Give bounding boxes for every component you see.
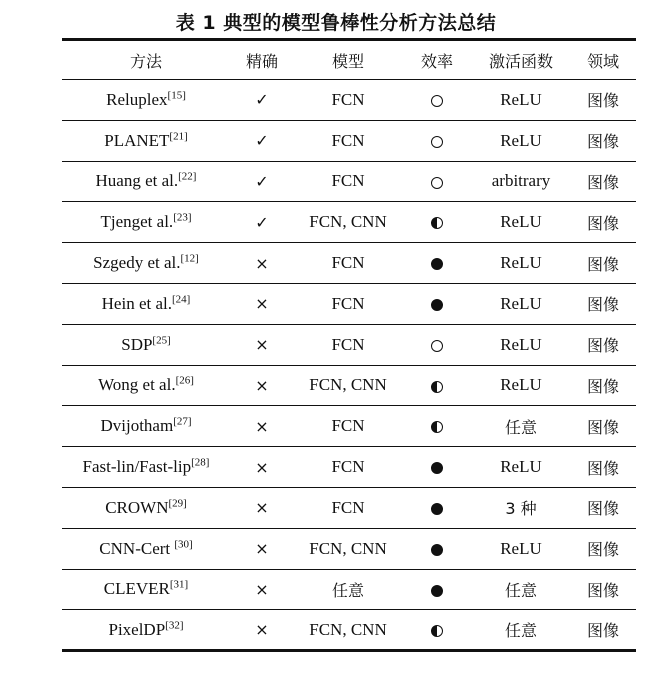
table-row: [62, 120, 636, 161]
cell-model: 任意: [331, 580, 364, 600]
cell-method: [62, 487, 230, 528]
table-row: [62, 528, 636, 569]
cell-method: [62, 283, 230, 324]
robustness-methods-table: [62, 38, 636, 652]
method-name: PLANET: [104, 130, 170, 150]
table-row: [62, 161, 636, 202]
header-efficiency: 效率: [420, 51, 453, 71]
cross-mark-icon: ×: [255, 457, 269, 477]
method-reference: [26]: [175, 374, 194, 387]
half-circle-icon: [431, 217, 443, 229]
cell-efficiency: [402, 610, 472, 651]
cell-method: [62, 528, 230, 569]
method-reference: [21]: [169, 130, 188, 143]
cell-method: [62, 447, 230, 488]
cell-field: 图像: [586, 213, 619, 233]
cross-mark-icon: ×: [255, 294, 269, 314]
cell-field: 图像: [586, 132, 619, 152]
table-row: [62, 365, 636, 406]
cross-mark-icon: ×: [255, 539, 269, 559]
check-mark-icon: ✓: [255, 90, 269, 110]
cell-field: 图像: [586, 91, 619, 111]
cell-model: FCN: [331, 497, 365, 517]
cell-activation: ReLU: [500, 457, 542, 477]
cross-mark-icon: ×: [255, 620, 269, 640]
cell-field: 图像: [586, 499, 619, 519]
table-row: [62, 610, 636, 651]
cell-model: FCN, CNN: [309, 619, 387, 639]
cell-activation: arbitrary: [491, 171, 551, 191]
table-header-row: [62, 40, 636, 80]
cell-method: [62, 406, 230, 447]
cell-efficiency: [402, 243, 472, 284]
cell-field: 图像: [586, 417, 619, 437]
cell-method: [62, 324, 230, 365]
cell-efficiency: [402, 406, 472, 447]
method-name: Szgedy et al.: [93, 253, 181, 273]
method-name: Huang et al.: [95, 171, 179, 191]
table-row: [62, 569, 636, 610]
cell-efficiency: [402, 447, 472, 488]
method-name: SDP: [121, 334, 153, 354]
table-row: [62, 283, 636, 324]
cell-model: FCN: [331, 253, 365, 273]
cell-method: [62, 202, 230, 243]
cell-activation: ReLU: [500, 334, 542, 354]
cell-model: FCN, CNN: [309, 212, 387, 232]
cell-efficiency: [402, 528, 472, 569]
method-reference: [25]: [152, 334, 171, 347]
cell-efficiency: [402, 569, 472, 610]
check-mark-icon: ✓: [255, 212, 269, 232]
header-activation: 激活函数: [488, 51, 553, 71]
method-name: Hein et al.: [101, 293, 172, 313]
empty-circle-icon: [431, 95, 443, 107]
full-circle-icon: [431, 544, 443, 556]
table-body: [62, 80, 636, 651]
cell-method: [62, 569, 230, 610]
cell-field: 图像: [586, 295, 619, 315]
table-row: [62, 243, 636, 284]
cell-field: 图像: [586, 336, 619, 356]
cell-method: [62, 161, 230, 202]
cell-field: 图像: [586, 540, 619, 560]
full-circle-icon: [431, 299, 443, 311]
half-circle-icon: [431, 381, 443, 393]
header-model: 模型: [331, 51, 364, 71]
method-reference: [23]: [173, 211, 192, 224]
cell-field: 图像: [586, 458, 619, 478]
cell-efficiency: [402, 365, 472, 406]
cell-model: FCN: [331, 457, 365, 477]
method-name: Tjenget al.: [100, 212, 174, 232]
cell-efficiency: [402, 80, 472, 121]
cell-efficiency: [402, 283, 472, 324]
table-row: [62, 447, 636, 488]
header-method: 方法: [129, 51, 162, 71]
cell-model: FCN: [331, 416, 365, 436]
cell-method: [62, 365, 230, 406]
table-row: [62, 80, 636, 121]
half-circle-icon: [431, 421, 443, 433]
table-row: [62, 406, 636, 447]
method-reference: [29]: [168, 497, 187, 510]
cell-efficiency: [402, 120, 472, 161]
cell-field: 图像: [586, 254, 619, 274]
cell-activation: ReLU: [500, 375, 542, 395]
method-name: CROWN: [105, 497, 169, 517]
table-row: [62, 487, 636, 528]
cell-activation: ReLU: [500, 293, 542, 313]
full-circle-icon: [431, 585, 443, 597]
cell-field: 图像: [586, 172, 619, 192]
header-field: 领域: [586, 51, 619, 71]
cell-efficiency: [402, 202, 472, 243]
cell-efficiency: [402, 487, 472, 528]
cross-mark-icon: ×: [255, 579, 269, 599]
method-name: CLEVER: [103, 579, 170, 599]
cross-mark-icon: ×: [255, 335, 269, 355]
cell-model: FCN: [331, 130, 365, 150]
cell-model: FCN: [331, 89, 365, 109]
method-name: Fast-lin/Fast-lip: [82, 457, 192, 477]
check-mark-icon: ✓: [255, 131, 269, 151]
cross-mark-icon: ×: [255, 253, 269, 273]
cell-field: 图像: [586, 580, 619, 600]
half-circle-icon: [431, 625, 443, 637]
cell-activation: ReLU: [500, 538, 542, 558]
cross-mark-icon: ×: [255, 375, 269, 395]
cell-activation: 任意: [504, 580, 537, 600]
empty-circle-icon: [431, 136, 443, 148]
cell-activation: ReLU: [500, 253, 542, 273]
cell-efficiency: [402, 324, 472, 365]
table-row: [62, 202, 636, 243]
cell-model: FCN: [331, 334, 365, 354]
method-reference: [24]: [172, 293, 191, 306]
method-reference: [30]: [174, 538, 193, 550]
empty-circle-icon: [431, 177, 443, 189]
method-reference: [27]: [173, 415, 192, 428]
method-name: Reluplex: [106, 89, 168, 109]
cell-method: [62, 610, 230, 651]
empty-circle-icon: [431, 340, 443, 352]
method-reference: [12]: [180, 252, 199, 265]
method-reference: [32]: [165, 619, 184, 632]
method-name: PixelDP: [108, 619, 166, 639]
cell-field: 图像: [586, 621, 619, 641]
cell-method: [62, 243, 230, 284]
cell-method: [62, 120, 230, 161]
method-reference: [15]: [167, 89, 186, 102]
cross-mark-icon: ×: [255, 416, 269, 436]
full-circle-icon: [431, 462, 443, 474]
full-circle-icon: [431, 503, 443, 515]
header-exact: 精确: [245, 51, 278, 71]
cross-mark-icon: ×: [255, 498, 269, 518]
cell-activation: 3 种: [505, 499, 537, 519]
cell-activation: ReLU: [500, 212, 542, 232]
cell-field: 图像: [586, 376, 619, 396]
table-row: [62, 324, 636, 365]
cell-activation: 任意: [504, 621, 537, 641]
check-mark-icon: ✓: [255, 171, 269, 191]
cell-activation: 任意: [504, 417, 537, 437]
method-reference: [28]: [191, 456, 210, 469]
cell-activation: ReLU: [500, 89, 542, 109]
method-name: Wong et al.: [98, 375, 176, 395]
cell-model: FCN, CNN: [309, 375, 387, 395]
cell-method: [62, 80, 230, 121]
method-name: CNN-Cert: [99, 538, 175, 558]
table-caption: 表 1 典型的模型鲁棒性分析方法总结: [175, 12, 497, 34]
method-name: Dvijotham: [100, 416, 174, 436]
cell-model: FCN, CNN: [309, 538, 387, 558]
method-reference: [22]: [178, 170, 197, 183]
cell-efficiency: [402, 161, 472, 202]
method-reference: [31]: [169, 578, 189, 591]
cell-activation: ReLU: [500, 130, 542, 150]
cell-model: FCN: [331, 171, 365, 191]
full-circle-icon: [431, 258, 443, 270]
cell-model: FCN: [331, 293, 365, 313]
